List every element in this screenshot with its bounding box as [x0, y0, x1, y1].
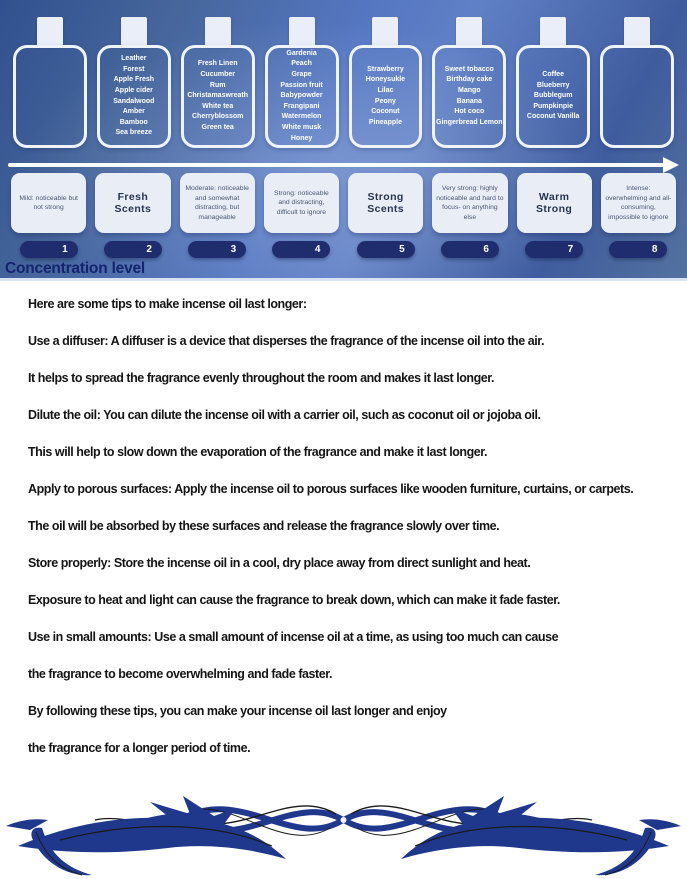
- concentration-arrow: [8, 156, 679, 174]
- level-number: 2: [146, 244, 152, 255]
- bottle-body: [265, 45, 339, 148]
- level-number-row: [11, 241, 676, 258]
- level-card-5: [348, 173, 423, 233]
- tip-line: Use a diffuser: A diffuser is a device that disperses the fragrance of the incense oil into the air.: [28, 334, 545, 348]
- level-card-6: [432, 173, 507, 233]
- level-number-pill: [104, 241, 162, 258]
- concentration-level-label: Concentration level: [5, 260, 146, 277]
- scent-list: Coffee Blueberry Bubblegum Pumpkinpie Coconut Vanilla: [526, 71, 580, 121]
- level-label: Mild: noticeable but not strong: [19, 194, 78, 211]
- level-number-pill: [441, 241, 499, 258]
- bottle-cap-icon: [456, 17, 482, 47]
- tip-line: the fragrance to become overwhelming and fade faster.: [28, 667, 333, 681]
- level-number-pill: [188, 241, 246, 258]
- tip-line: It helps to spread the fragrance evenly throughout the room and makes it last longer.: [28, 371, 495, 385]
- level-card-3: [180, 173, 255, 233]
- level-card-8: [601, 173, 676, 233]
- level-card-7: [517, 173, 592, 233]
- tip-line: Here are some tips to make incense oil last longer:: [28, 297, 307, 311]
- level-label: Fresh Scents: [114, 191, 152, 215]
- tip-line: This will help to slow down the evaporation of the fragrance and make it last longer.: [28, 445, 488, 459]
- level-label: Strong: noticeable and distracting, difficult to ignore: [273, 189, 329, 216]
- level-card-4: [264, 173, 339, 233]
- scent-bottle: [97, 17, 171, 148]
- level-number-pill: [20, 241, 78, 258]
- pill-slot: [601, 241, 676, 258]
- tribal-flourish-graphic: [0, 762, 687, 879]
- bottle-body: [97, 45, 171, 148]
- flourish-center-gap: [341, 817, 347, 823]
- bottle-row: [13, 17, 674, 148]
- level-card-row: [11, 173, 676, 233]
- scent-bottle: [181, 17, 255, 148]
- level-card-1: [11, 173, 86, 233]
- pill-slot: [180, 241, 255, 258]
- scent-concentration-banner: [0, 0, 687, 281]
- scent-bottle: [349, 17, 423, 148]
- bottle-body: [600, 45, 674, 148]
- pill-slot: [264, 241, 339, 258]
- tips-section: [0, 281, 687, 778]
- bottle-body: [181, 45, 255, 148]
- bottle-body: [13, 45, 87, 148]
- arrow-line: [8, 163, 664, 168]
- scent-list: Leather Forest Apple Fresh Apple cider Sandalwood Amber Bamboo Sea breeze: [113, 55, 155, 137]
- pill-slot: [11, 241, 86, 258]
- level-label: Strong Scents: [367, 191, 405, 215]
- level-number: 6: [483, 244, 489, 255]
- tip-line: The oil will be absorbed by these surfaces and release the fragrance slowly over time.: [28, 519, 500, 533]
- level-number-pill: [272, 241, 330, 258]
- pill-slot: [432, 241, 507, 258]
- bottle-cap-icon: [37, 17, 63, 47]
- bottle-cap-icon: [289, 17, 315, 47]
- bottle-body: [516, 45, 590, 148]
- scent-bottle: [432, 17, 506, 148]
- tip-line: Exposure to heat and light can cause the fragrance to break down, which can make it fade faster.: [28, 593, 560, 607]
- level-number: 5: [399, 244, 405, 255]
- tip-line: the fragrance for a longer period of time.: [28, 741, 251, 755]
- level-label: Warm Strong: [536, 191, 573, 215]
- level-number: 3: [230, 244, 237, 255]
- pill-slot: [517, 241, 592, 258]
- scent-bottle: [516, 17, 590, 148]
- tip-line: Use in small amounts: Use a small amount of incense oil at a time, as using too much can cause: [28, 630, 559, 644]
- level-number-pill: [525, 241, 583, 258]
- level-label: Intense: overwhelming and all-consuming, impossible to ignore: [605, 185, 672, 221]
- bottle-body: [432, 45, 506, 148]
- level-number: 8: [651, 244, 658, 255]
- scent-list: Strawberry Honeysukle Lilac Peony Coconut Pineapple: [365, 65, 406, 126]
- scent-bottle: [13, 17, 87, 148]
- level-number: 7: [567, 244, 574, 255]
- level-card-2: [95, 173, 170, 233]
- scent-bottle: [265, 17, 339, 148]
- bottle-body: [349, 45, 423, 148]
- tip-line: By following these tips, you can make your incense oil last longer and enjoy: [28, 704, 447, 718]
- level-label: Moderate: noticeable and somewhat distracting, but manageable: [185, 185, 249, 221]
- arrow-head-icon: [663, 157, 679, 173]
- scent-list: Sweet tobacco Birthday cake Mango Banana Hot coco Gingerbread Lemon: [436, 65, 503, 126]
- level-number-pill: [609, 241, 667, 258]
- scent-list: Fresh Linen Cucumber Rum Christamaswreath White tea Cherryblossom Green tea: [187, 60, 249, 131]
- bottle-cap-icon: [205, 17, 231, 47]
- tip-line: Store properly: Store the incense oil in a cool, dry place away from direct sunlight and heat.: [28, 556, 531, 570]
- level-number-pill: [357, 241, 415, 258]
- bottle-cap-icon: [624, 17, 650, 47]
- pill-slot: [95, 241, 170, 258]
- tip-line: Apply to porous surfaces: Apply the incense oil to porous surfaces like wooden furniture, curtains, or carpets.: [28, 482, 634, 496]
- level-label: Very strong: highly noticeable and hard to focus- on anything else: [436, 185, 504, 221]
- pill-slot: [348, 241, 423, 258]
- bottle-cap-icon: [540, 17, 566, 47]
- level-number: 4: [314, 244, 321, 255]
- scent-bottle: [600, 17, 674, 148]
- bottle-cap-icon: [121, 17, 147, 47]
- tip-line: Dilute the oil: You can dilute the incense oil with a carrier oil, such as coconut oil or jojoba oil.: [28, 408, 541, 422]
- bottle-cap-icon: [372, 17, 398, 47]
- level-number: 1: [62, 244, 68, 255]
- scent-list: Gardenia Peach Grape Passion fruit Babypowder Frangipani Watermelon White musk Honey: [280, 49, 323, 142]
